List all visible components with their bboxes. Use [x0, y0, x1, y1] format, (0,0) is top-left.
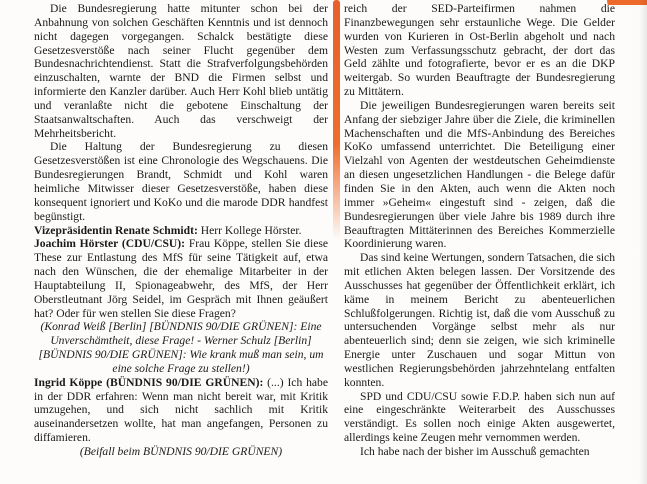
interjection-2: (Beifall beim BÜNDNIS 90/DIE GRÜNEN) — [79, 445, 283, 458]
speech-block-1 — [34, 224, 328, 238]
right-paragraph-4: SPD und CDU/CSU sowie F.D.P. haben sich nun auf eine eingeschränkte Weiterarbeit des Ausschusses verständigt. Es sollen noch einige Akten ausgewertet, allerdings keine Zeugen mehr vernommen werden. — [344, 389, 615, 445]
left-paragraph-2: Die Haltung der Bundesregierung zu diesen Gesetzesverstößen ist eine Chronologie des Wegschauens. Die Bundesregierungen Brandt, Schmidt und Kohl waren heimliche Mitwisser dieser Gesetzesverstöße, haben diese konsequent ignoriert und KoKo und die marode DDR handfest begünstigt. — [34, 140, 328, 223]
speaker-name: Ingrid Köppe (BÜNDNIS 90/DIE GRÜNEN): — [34, 375, 264, 389]
right-paragraph-2: Die jeweiligen Bundesregierungen waren bereits seit Anfang der siebziger Jahre über die Ziele, die kriminellen Machenschaften und die MfS-Anbindung des Bereiches KoKo umfassend unterrichtet. Die Beteiligung einer Vielzahl von Agenten der westdeutschen Geheimdienste an diesen ungesetzlichen Handlungen - die Belege dafür finden Sie in den Akten, auch wenn die Akten noch immer »Geheim« eingestuft sind - zeigen, daß die Bundesregierungen über viele Jahre bis 1989 durch ihre Beauftragten Mittäterinnen des Bereiches Kommerzielle Koordinierung waren. — [344, 98, 615, 251]
speech-text: (...) Ich habe in der DDR erfahren: Wenn man nicht bereit war, mit Kritik umzugehen, und sich nicht sachlich mit Kritik auseinandersetzen wollte, hat man angefangen, Personen zu diffamieren. — [34, 375, 328, 445]
left-column — [34, 2, 328, 459]
speech-text: Frau Köppe, stellen Sie diese These zur Entlastung des MfS für seine Tätigkeit auf, etwa nach den Wünschen, die der ehemalige Mitarbeiter in der Hauptabteilung II, Spionageabwehr, des MfS, der Herr Oberstleutnant Jörg Seidel, im Gespräch mit Ihnen geäußert hat? Oder für wen stellen Sie diese Fragen? — [34, 237, 328, 320]
right-paragraph-5: Ich habe nach der bisher im Ausschuß gemachten — [360, 445, 590, 458]
speaker-name: Vizepräsidentin Renate Schmidt: — [34, 223, 198, 237]
right-column — [344, 2, 615, 459]
page-edge-shadow — [639, 0, 647, 484]
left-paragraph-1: Die Bundesregierung hatte mitunter schon bei der Anbahnung von solchen Geschäften Kenntnis und ist dennoch nicht dagegen vorgegangen. Schalck bestätigte diese Gesetzesverstöße nach seiner Flucht gegenüber dem Bundesnachrichtendienst. Statt die Strafverfolgungsbehörden einzuschalten, warnte der BND die Firmen selbst und informierte den Kanzler darüber. Auch Herr Kohl blieb untätig und veranlaßte nicht die gebotene Einschaltung der Staatsanwaltschaften. Auch das verschweigt der Mehrheitsbericht. — [34, 2, 328, 140]
right-paragraph-3: Das sind keine Wertungen, sondern Tatsachen, die sich mit etlichen Akten belegen lassen. Der Vorsitzende des Ausschusses hat gegenüber der Öffentlichkeit erklärt, ich käme in meinem Bericht zu abenteuerlichen Schlußfolgerungen. Richtig ist, daß die vom Ausschuß zu untersuchenden Vorgänge selbst mehr als nur abenteuerlich sind; denn sie zeigen, wie sich kriminelle Energie unter Zuschauen und sogar Mittun von westlichen Regierungsbehörden jahrzehntelang entfalten konnten. — [344, 251, 615, 389]
interjection-1: (Konrad Weiß [Berlin] [BÜNDNIS 90/DIE GRÜNEN]: Eine Unverschämtheit, diese Frage! - Werner Schulz [Berlin] [BÜNDNIS 90/DIE GRÜNEN]: Wie krank muß man sein, um eine solche Frage zu stellen!) — [38, 320, 324, 375]
speech-block-2 — [34, 237, 328, 320]
speaker-name: Joachim Hörster (CDU/CSU): — [34, 237, 186, 251]
speech-text: Herr Kollege Hörster. — [197, 223, 302, 237]
speech-block-3 — [34, 376, 328, 445]
highlight-marker-line — [333, 0, 340, 240]
right-paragraph-1: reich der SED-Parteifirmen nahmen die Finanzbewegungen sehr erstaunliche Wege. Die Gelder wurden von Kurieren in Ost-Berlin abgeholt und nach Westen zum Verfassungsschutz gebracht, der dort das Geld zählte und fotografierte, bevor er es an die DKP weitergab. So wurden Beauftragte der Bundesregierung zu Mittätern. — [344, 2, 615, 99]
